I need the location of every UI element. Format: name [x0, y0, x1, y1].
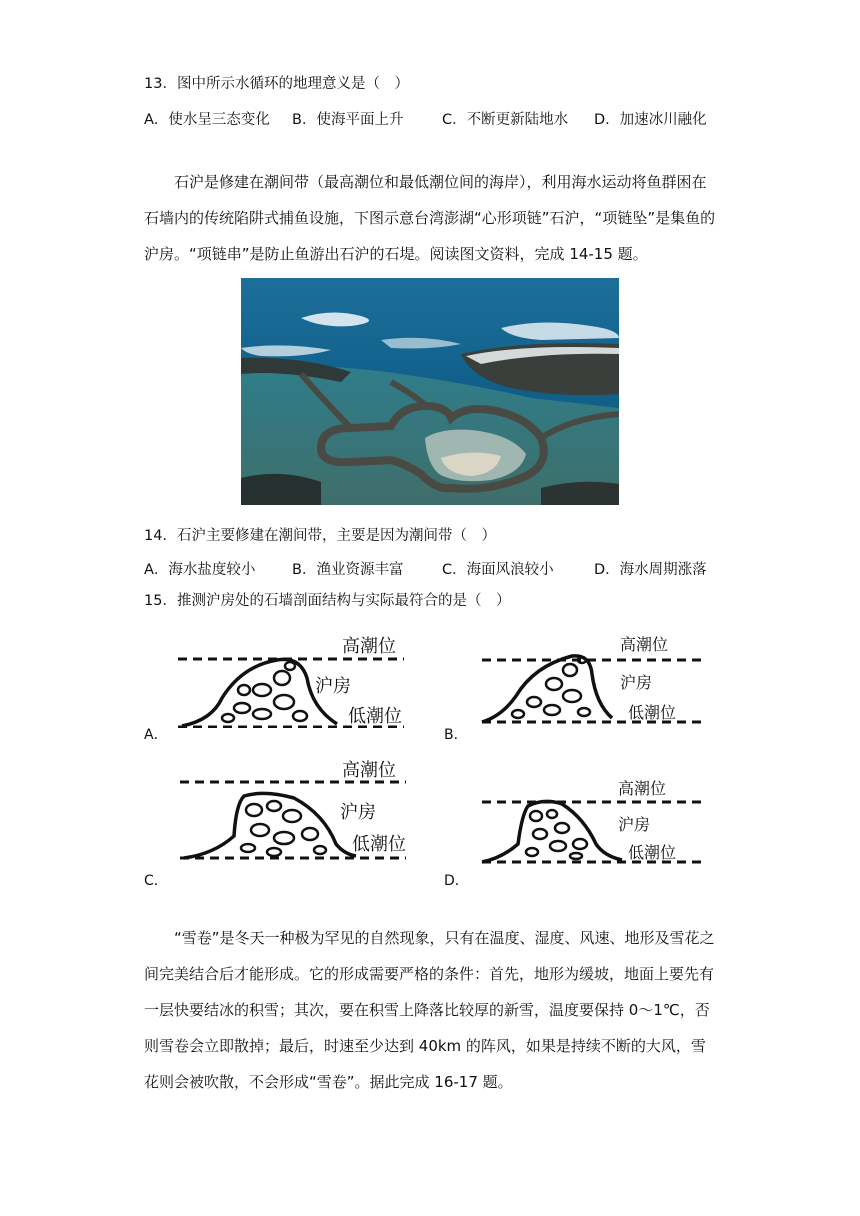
q13-option-d: D．加速冰川融化: [594, 112, 707, 128]
diagram-c-low-tide-label: 低潮位: [352, 834, 406, 855]
diagram-a-house-label: 沪房: [315, 676, 351, 697]
diagram-d-house-label: 沪房: [618, 815, 651, 834]
stone-weir-photo: [241, 278, 619, 505]
q14-option-d: D．海水周期涨落: [594, 562, 707, 578]
passage-snow-roller: “雪卷”是冬天一种极为罕见的自然现象，只有在温度、湿度、风速、地形及雪花之间完美结合后才能形成。它的形成需要严格的条件：首先，地形为缓坡，地面上要先有一层快要结冰的积雪；其次，要在积雪上降落比较厚的新雪，温度要保持 0～1℃，否则雪卷会立即散掉；最后，时速至少达到 40km 的阵风，如果是持续不断的大风，雪花则会被吹散，不会形成“雪卷”。据此完成 16-17 题。: [144, 929, 715, 1091]
diagram-a-high-tide-label: 高潮位: [342, 636, 396, 657]
diagram-c-house-label: 沪房: [340, 802, 376, 823]
q13-stem: 13．图中所示水循环的地理意义是（ ）: [144, 76, 409, 92]
diagram-option-b: [472, 630, 732, 730]
diagram-c-high-tide-label: 高潮位: [342, 760, 396, 781]
q14-option-c: C．海面风浪较小: [442, 562, 554, 578]
diagram-d-low-tide-label: 低潮位: [628, 843, 677, 862]
q13-option-a: A．使水呈三态变化: [144, 112, 270, 128]
q15-letter-c: C．: [144, 873, 168, 889]
diagram-b-low-tide-label: 低潮位: [628, 703, 677, 722]
q15-letter-d: D．: [444, 873, 469, 889]
diagram-option-a: [172, 628, 432, 728]
diagram-option-d: [472, 772, 732, 872]
diagram-d-high-tide-label: 高潮位: [618, 779, 667, 798]
q14-option-a: A．海水盐度较小: [144, 562, 256, 578]
diagram-option-c: [174, 754, 434, 854]
q13-option-b: B．使海平面上升: [292, 112, 404, 128]
q15-letter-b: B．: [444, 727, 468, 743]
q15-letter-a: A．: [144, 727, 168, 743]
diagram-b-house-label: 沪房: [620, 673, 653, 692]
diagram-b-high-tide-label: 高潮位: [620, 635, 669, 654]
q15-stem: 15．推测沪房处的石墙剖面结构与实际最符合的是（ ）: [144, 593, 511, 609]
q14-option-b: B．渔业资源丰富: [292, 562, 404, 578]
q14-stem: 14．石沪主要修建在潮间带，主要是因为潮间带（ ）: [144, 528, 496, 544]
diagram-a-low-tide-label: 低潮位: [348, 706, 402, 727]
passage-stone-weir: 石沪是修建在潮间带（最高潮位和最低潮位间的海岸），利用海水运动将鱼群困在石墙内的传统陷阱式捕鱼设施，下图示意台湾澎湖“心形项链”石沪，“项链坠”是集鱼的沪房。“项链串”是防止鱼游出石沪的石堤。阅读图文资料，完成 14-15 题。: [144, 173, 716, 263]
q13-option-c: C．不断更新陆地水: [442, 112, 569, 128]
